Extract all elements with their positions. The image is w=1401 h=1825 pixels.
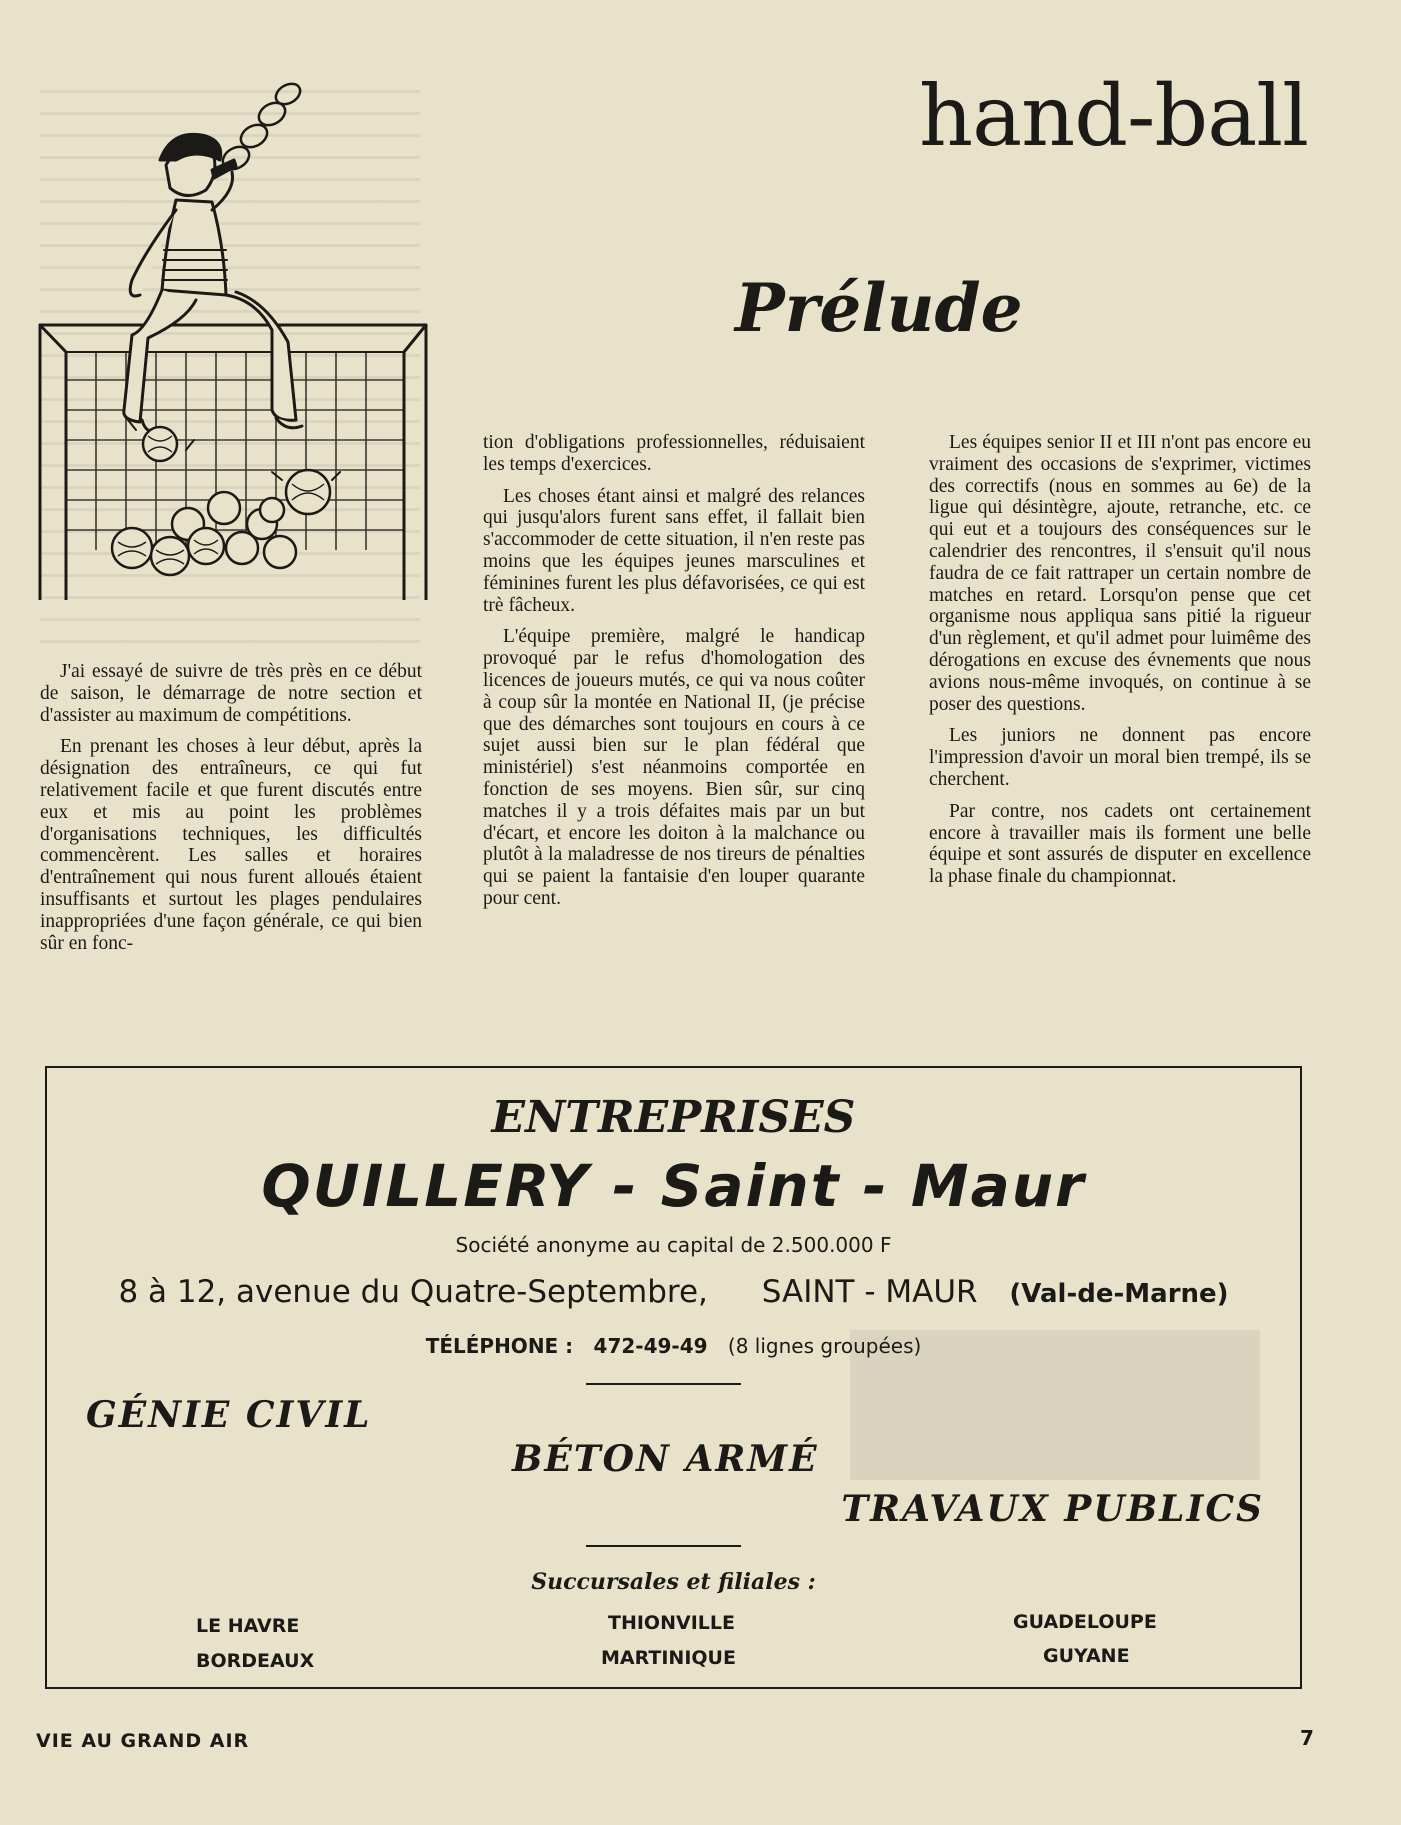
article-paragraph: En prenant les choses à leur début, après la désignation des entraîneurs, ce qui fut relativement facile et que furent discutés entre eux et mis au point les problèmes d'organisations techniques, les difficultés commencèrent. Les salles et horaires d'entraînement qui nous furent alloués étaient insuffisants et surtout les plages pendulaires inappropriées d'une façon générale, ce qui bien sûr en fonc- [40, 736, 422, 954]
ad-address [47, 1274, 1300, 1310]
ad-phone-number: 472-49-49 [593, 1334, 708, 1358]
article-paragraph: Les choses étant ainsi et malgré des relances qui jusqu'alors furent sans effet, il fallait bien s'accommoder de cette situation, il n'en reste pas moins que les équipes jeunes marsculines et féminines furent les plus défavorisées, ce qui est trè fâcheux. [483, 485, 865, 616]
ad-address-city: SAINT - MAUR [761, 1274, 978, 1310]
article-paragraph: Par contre, nos cadets ont certainement encore à travailler mais ils forment une belle équipe et sont assurés de disputer en excellence la phase finale du championnat. [929, 800, 1311, 888]
ad-service: GÉNIE CIVIL [86, 1394, 372, 1436]
ad-branches-title: Succursales et filiales : [531, 1569, 816, 1595]
ad-phone [47, 1334, 1300, 1358]
publication-name: VIE AU GRAND AIR [36, 1730, 250, 1752]
article-column-2 [483, 432, 865, 920]
article-paragraph: Les équipes senior II et III n'ont pas encore eu vraiment des occasions de s'exprimer, victimes des correctifs (nous en sommes au 6e) de la ligue qui désintègre, ajoute, retranche, etc. ce qui eut et a toujours des conséquences sur le calendrier des rencontres, il s'ensuit qu'il nous faudra de ce fait rattraper un certain nombre de matches en retard. Lorsqu'on pense que cet organisme nous appliqua sans pitié la rigueur d'un règlement, et qu'il admet pour luimême des dérogations en excuse des évnements que nous avions nous-même invoqués, on continue à se poser des questions. [929, 432, 1311, 715]
ad-address-region: (Val-de-Marne) [1009, 1279, 1229, 1309]
article-paragraph: J'ai essayé de suivre de très près en ce début de saison, le démarrage de notre section et d'assister au maximum de compétitions. [40, 661, 422, 726]
ad-branch-city: MARTINIQUE [601, 1647, 736, 1669]
ad-branch-city: BORDEAUX [196, 1650, 315, 1672]
ad-divider [586, 1545, 741, 1547]
ad-phone-note: (8 lignes groupées) [727, 1334, 922, 1358]
page-number: 7 [1300, 1726, 1314, 1750]
ad-service: TRAVAUX PUBLICS [841, 1488, 1264, 1530]
ad-brand-prefix: ENTREPRISES [491, 1092, 856, 1143]
ad-branch-city: GUYANE [1043, 1645, 1130, 1667]
section-title: hand-ball [918, 67, 1308, 165]
ad-branch-city: THIONVILLE [608, 1612, 735, 1634]
article-paragraph: Les juniors ne donnent pas encore l'impression d'avoir un moral bien trempé, ils se cherchent. [929, 725, 1311, 790]
ad-brand-name: QUILLERY - Saint - Maur [261, 1152, 1086, 1220]
ad-address-street: 8 à 12, avenue du Quatre-Septembre, [118, 1274, 708, 1310]
ad-service: BÉTON ARMÉ [512, 1438, 819, 1480]
article-column-3 [929, 432, 1311, 898]
article-column-1 [40, 661, 422, 964]
ad-branch-city: LE HAVRE [196, 1615, 300, 1637]
ad-divider [586, 1383, 741, 1385]
article-paragraph: L'équipe première, malgré le handicap provoqué par le refus d'homologation des licences de joueurs mutés, ce qui va nous coûter à coup sûr la montée en National II, (je précise que des démarches sont toujours en cours à ce sujet aussi bien sur le plan fédéral que ministériel) s'est néanmoins comportée en fonction de ses moyens. Bien sûr, sur cinq matches il y a trois défaites mais par un but d'écart, et encore les doiton à la malchance ou plutôt à la maladresse de nos tireurs de pénalties qui se paient la fantaisie d'en louper quarante pour cent. [483, 626, 865, 909]
advertisement-box [45, 1066, 1302, 1689]
ad-branch-city: GUADELOUPE [1013, 1611, 1157, 1633]
article-paragraph: tion d'obligations professionnelles, réduisaient les temps d'exercices. [483, 432, 865, 475]
ad-phone-label: TÉLÉPHONE : [425, 1334, 574, 1358]
ad-legal-notice: Société anonyme au capital de 2.500.000 F [455, 1233, 892, 1257]
handball-goalkeeper-illustration [36, 80, 436, 600]
article-title: Prélude [735, 269, 1023, 347]
